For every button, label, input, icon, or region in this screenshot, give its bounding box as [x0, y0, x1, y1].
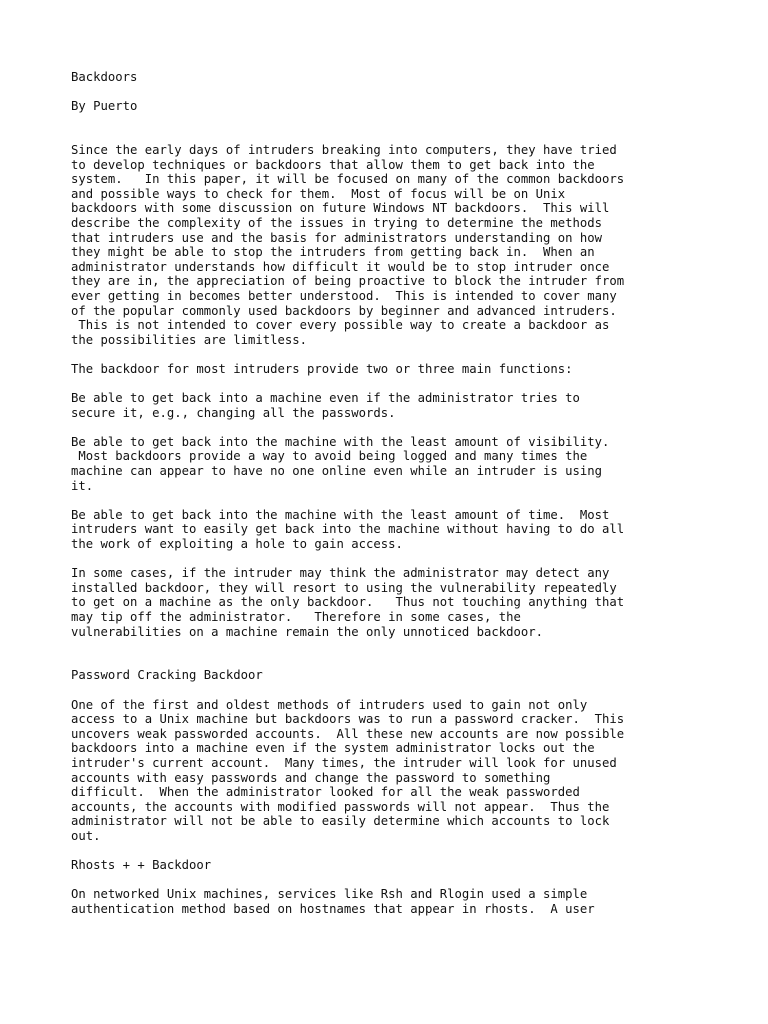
- rhosts-paragraph: [71, 887, 671, 916]
- function-paragraph-3: [71, 508, 671, 552]
- functions-intro-paragraph: [71, 362, 671, 377]
- text-line: authentication method based on hostnames that appear in rhosts. A user: [71, 901, 595, 916]
- rhosts-heading: Rhosts + + Backdoor: [71, 858, 212, 873]
- intro-paragraph: [71, 143, 671, 347]
- text-line: backdoors into a machine even if the system administrator locks out the: [71, 741, 595, 756]
- text-line: access to a Unix machine but backdoors was to run a password cracker. This: [71, 712, 625, 727]
- text-line: the work of exploiting a hole to gain access.: [71, 537, 403, 551]
- text-line: accounts with easy passwords and change the password to something: [71, 770, 551, 785]
- text-line: administrator understands how difficult it would be to stop intruder once: [71, 259, 610, 274]
- text-line: backdoors with some discussion on future Windows NT backdoors. This will: [71, 201, 610, 216]
- text-line: On networked Unix machines, services like Rsh and Rlogin used a simple: [71, 887, 588, 902]
- text-line: Since the early days of intruders breaking into computers, they have tried: [71, 142, 617, 157]
- text-line: installed backdoor, they will resort to using the vulnerability repeatedly: [71, 580, 617, 595]
- text-line: of the popular commonly used backdoors by beginner and advanced intruders.: [71, 303, 617, 318]
- document-title: Backdoors: [71, 70, 138, 84]
- text-line: the possibilities are limitless.: [71, 332, 308, 347]
- text-line: they are in, the appreciation of being proactive to block the intruder from: [71, 274, 625, 289]
- text-line: to develop techniques or backdoors that allow them to get back into the: [71, 157, 595, 172]
- text-line: describe the complexity of the issues in trying to determine the methods: [71, 215, 603, 230]
- text-line: may tip off the administrator. Therefore in some cases, the: [71, 609, 521, 624]
- password-cracking-heading: Password Cracking Backdoor: [71, 668, 263, 683]
- document-page: [71, 70, 671, 916]
- text-line: it.: [71, 478, 94, 493]
- text-line: uncovers weak passworded accounts. All these new accounts are now possible: [71, 726, 625, 741]
- text-line: they might be able to stop the intruders from getting back in. When an: [71, 245, 595, 260]
- text-line: intruders want to easily get back into the machine without having to do all: [71, 522, 625, 537]
- text-line: One of the first and oldest methods of intruders used to gain not only: [71, 697, 588, 712]
- function-paragraph-1: [71, 391, 671, 420]
- text-line: out.: [71, 828, 101, 843]
- text-line: that intruders use and the basis for administrators understanding on how: [71, 230, 603, 245]
- text-line: Be able to get back into the machine with the least amount of time. Most: [71, 507, 610, 522]
- text-line: secure it, e.g., changing all the passwords.: [71, 405, 396, 420]
- text-line: In some cases, if the intruder may think the administrator may detect any: [71, 566, 610, 581]
- text-line: Be able to get back into a machine even if the administrator tries to: [71, 391, 580, 406]
- text-line: difficult. When the administrator looked for all the weak passworded: [71, 785, 580, 800]
- text-line: intruder's current account. Many times, the intruder will look for unused: [71, 755, 617, 770]
- text-line: This is not intended to cover every possible way to create a backdoor as: [71, 318, 610, 333]
- text-line: administrator will not be able to easily determine which accounts to lock: [71, 814, 610, 829]
- text-line: system. In this paper, it will be focused on many of the common backdoors: [71, 172, 625, 187]
- text-line: and possible ways to check for them. Most of focus will be on Unix: [71, 186, 566, 201]
- text-line: accounts, the accounts with modified passwords will not appear. Thus the: [71, 799, 610, 814]
- text-line: Be able to get back into the machine with the least amount of visibility.: [71, 434, 610, 449]
- password-cracking-paragraph: [71, 698, 671, 844]
- text-line: ever getting in becomes better understood. This is intended to cover many: [71, 288, 617, 303]
- function-paragraph-2: [71, 435, 671, 493]
- cases-paragraph: [71, 566, 671, 639]
- text-line: vulnerabilities on a machine remain the only unnoticed backdoor.: [71, 624, 544, 639]
- document-author: By Puerto: [71, 99, 138, 114]
- text-line: machine can appear to have no one online even while an intruder is using: [71, 464, 603, 479]
- text-line: Most backdoors provide a way to avoid being logged and many times the: [71, 449, 588, 464]
- text-line: to get on a machine as the only backdoor. Thus not touching anything that: [71, 595, 625, 610]
- text-line: The backdoor for most intruders provide two or three main functions:: [71, 361, 573, 376]
